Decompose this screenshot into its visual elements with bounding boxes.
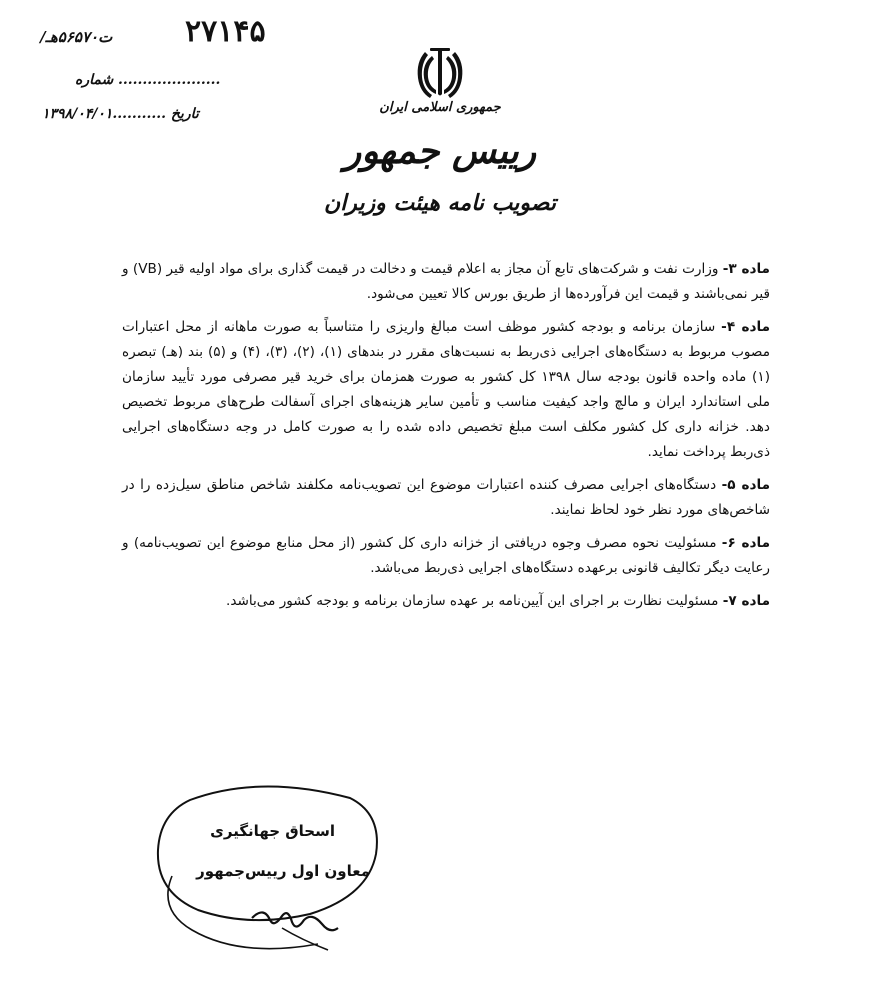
signatory-name: اسحاق جهانگیری <box>210 822 335 840</box>
signature-stamp <box>150 780 390 960</box>
article-7 <box>122 589 770 614</box>
article-text: مسئولیت نحوه مصرف وجوه دریافتی از خزانه داری کل کشور (از محل منابع موضوع این تصویب‌نامه) و رعایت دیگر تکالیف قانونی برعهده دستگاه‌های اجرایی ذی‌ربط می‌باشد. <box>122 535 770 576</box>
republic-title: جمهوری اسلامی ایران <box>379 100 501 115</box>
number-field: شماره ..................... <box>75 72 221 88</box>
document-body <box>122 257 770 622</box>
date-field: تاریخ ...........۱۳۹۸/۰۴/۰۱ <box>42 106 199 122</box>
office-title: رییس جمهور <box>343 130 537 172</box>
article-5 <box>122 473 770 523</box>
article-text: مسئولیت نظارت بر اجرای این آیین‌نامه بر عهده سازمان برنامه و بودجه کشور می‌باشد. <box>226 593 723 609</box>
article-label: ماده ۷- <box>722 593 770 609</box>
article-label: ماده ۴- <box>721 319 770 335</box>
handwritten-signature-icon <box>242 898 342 958</box>
article-4 <box>122 315 770 465</box>
iran-emblem-icon <box>410 42 470 102</box>
article-label: ماده ۵- <box>721 477 770 493</box>
article-label: ماده ۶- <box>721 535 770 551</box>
article-text: سازمان برنامه و بودجه کشور موظف است مبالغ واریزی را متناسباً به صورت ماهانه از محل اعتبارات مصوب مربوط به دستگاه‌های اجرایی ذی‌ربط به نسبت‌های مقرر در بندهای (۱)، (۲)، (۳)، (۴) و (۵) بند (هـ) تبصره (۱) ماده واحده قانون بودجه سال ۱۳۹۸ کل کشور به صورت همزمان برای خرید قیر مصرفی مورد تأیید سازمان ملی استاندارد ایران و مالچ واجد کیفیت مناسب و تأمین سایر هزینه‌های اجرای آسفالت طرح‌های مربوط تخصیص دهد. خزانه داری کل کشور مکلف است مبلغ تخصیص داده شده را به صورت کامل در وجه دستگاه‌های اجرایی ذی‌ربط پرداخت نماید. <box>122 319 770 460</box>
reference-block <box>40 14 270 124</box>
reference-code: /ت۵۶۵۷۰هـ <box>40 28 113 46</box>
article-text: دستگاه‌های اجرایی مصرف کننده اعتبارات موضوع این تصویب‌نامه مکلفند شاخص مناطق سیل‌زده را در شاخص‌های مورد نظر خود لحاظ نمایند. <box>122 477 770 518</box>
article-text: وزارت نفت و شرکت‌های تابع آن مجاز به اعلام قیمت و دخالت در قیمت گذاری برای مواد اولیه قیر (VB) و قیر نمی‌باشند و قیمت این فرآورده‌ها از طریق بورس کالا تعیین می‌شود. <box>122 261 770 302</box>
article-label: ماده ۳- <box>722 261 770 277</box>
letter-number: ۲۷۱۴۵ <box>185 14 266 49</box>
signatory-title: معاون اول رییس‌جمهور <box>196 862 370 880</box>
article-6 <box>122 531 770 581</box>
article-3 <box>122 257 770 307</box>
document-subtitle: تصویب نامه هیئت وزیران <box>324 190 556 216</box>
